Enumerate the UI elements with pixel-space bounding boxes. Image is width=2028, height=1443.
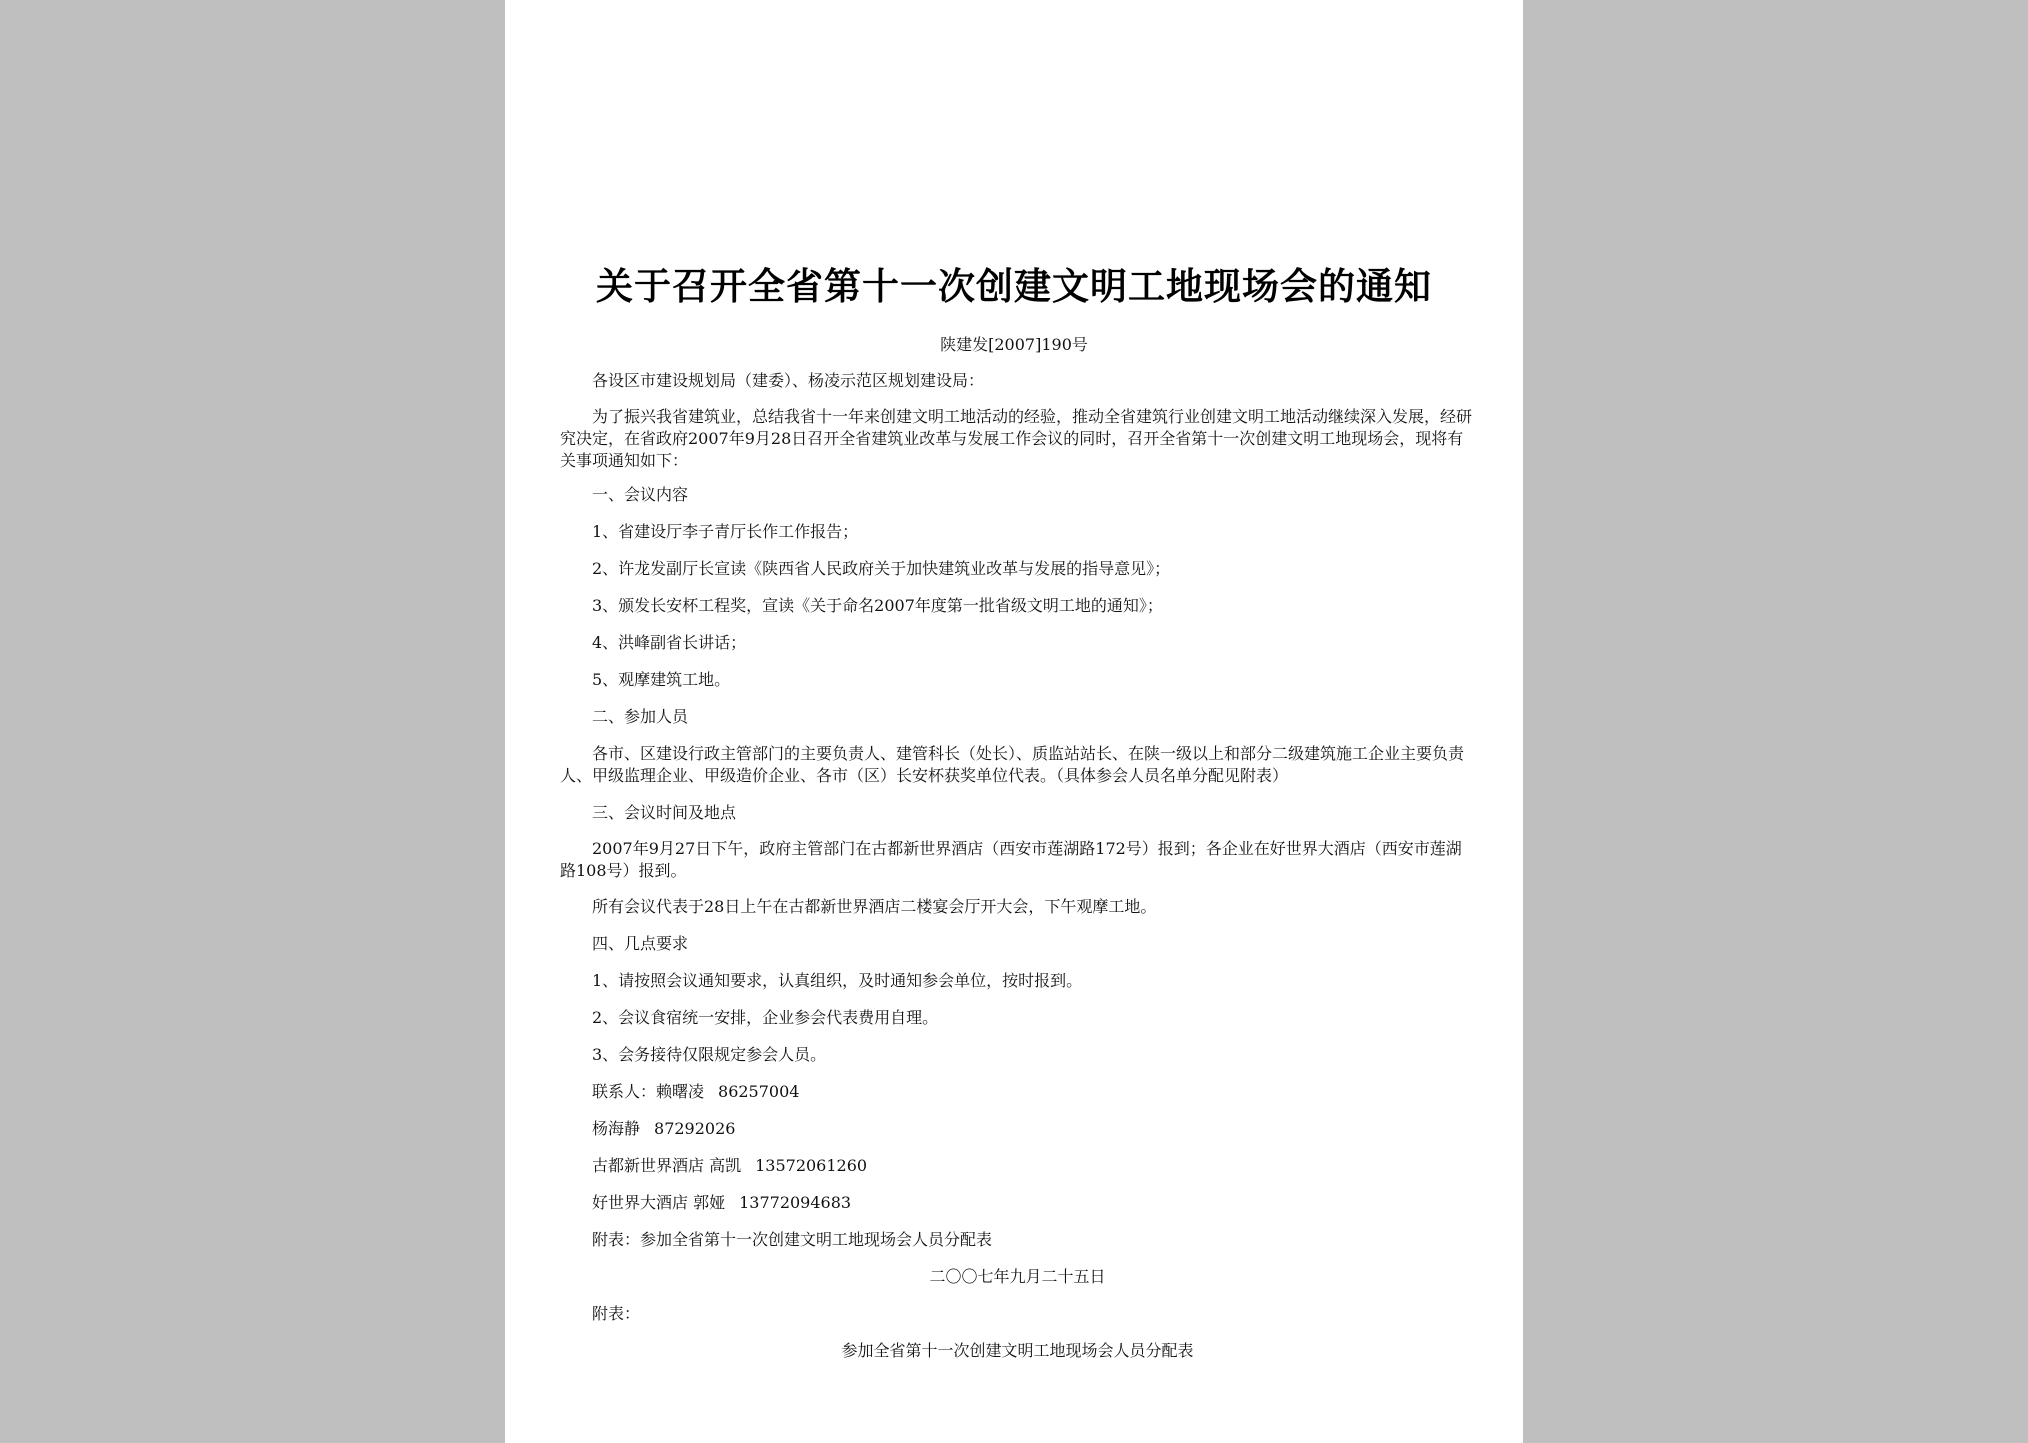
section-heading-4: 四、几点要求	[592, 934, 689, 953]
contact-line	[560, 1192, 1475, 1214]
contact-phone: 13772094683	[739, 1193, 852, 1212]
document-page	[505, 0, 1523, 1443]
contact-phone: 87292026	[654, 1119, 736, 1138]
section2-paragraph: 各市、区建设行政主管部门的主要负责人、建管科长（处长）、质监站站长、在陕一级以上和部分二级建筑施工企业主要负责人、甲级监理企业、甲级造价企业、各市（区）长安杯获奖单位代表。（具体参会人员名单分配见附表）	[560, 744, 1465, 785]
contact-phone: 86257004	[718, 1082, 800, 1101]
attachment-label: 附表：	[592, 1304, 641, 1323]
section4-item: 3、会务接待仅限规定参会人员。	[592, 1045, 827, 1064]
section1-item: 2、许龙发副厅长宣读《陕西省人民政府关于加快建筑业改革与发展的指导意见》；	[592, 559, 1171, 578]
contact-line	[560, 1118, 1475, 1140]
section-heading-1: 一、会议内容	[592, 485, 689, 504]
contact-line	[560, 1155, 1475, 1177]
contact-line	[560, 1081, 1475, 1103]
intro-paragraph: 为了振兴我省建筑业，总结我省十一年来创建文明工地活动的经验，推动全省建筑行业创建文明工地活动继续深入发展，经研究决定，在省政府2007年9月28日召开全省建筑业改革与发展工作会议的同时，召开全省第十一次创建文明工地现场会，现将有关事项通知如下：	[560, 407, 1473, 470]
attachment-note: 附表：参加全省第十一次创建文明工地现场会人员分配表	[592, 1230, 993, 1249]
section4-item: 2、会议食宿统一安排，企业参会代表费用自理。	[592, 1008, 939, 1027]
section-heading-2: 二、参加人员	[592, 707, 689, 726]
document-title: 关于召开全省第十一次创建文明工地现场会的通知	[596, 264, 1432, 308]
section1-item: 5、观摩建筑工地。	[592, 670, 731, 689]
section1-item: 1、省建设厅李子青厅长作工作报告；	[592, 522, 859, 541]
section-heading-3: 三、会议时间及地点	[592, 803, 737, 822]
addressee: 各设区市建设规划局（建委）、杨凌示范区规划建设局：	[592, 371, 985, 390]
contact-label: 杨海静	[592, 1119, 641, 1138]
contact-phone: 13572061260	[755, 1156, 868, 1175]
section4-item: 1、请按照会议通知要求，认真组织，及时通知参会单位，按时报到。	[592, 971, 1083, 990]
contact-label: 联系人：赖曙凌	[592, 1082, 705, 1101]
section1-item: 3、颁发长安杯工程奖，宣读《关于命名2007年度第一批省级文明工地的通知》；	[592, 596, 1163, 615]
section3-paragraph: 2007年9月27日下午，政府主管部门在古都新世界酒店（西安市莲湖路172号）报到；各企业在好世界大酒店（西安市莲湖路108号）报到。	[560, 839, 1462, 880]
contact-label: 古都新世界酒店 高凯	[592, 1156, 742, 1175]
section1-item: 4、洪峰副省长讲话；	[592, 633, 747, 652]
attachment-title: 参加全省第十一次创建文明工地现场会人员分配表	[841, 1341, 1194, 1360]
section3-paragraph: 所有会议代表于28日上午在古都新世界酒店二楼宴会厅开大会，下午观摩工地。	[592, 897, 1157, 916]
contact-label: 好世界大酒店 郭娅	[592, 1193, 726, 1212]
document-date: 二〇〇七年九月二十五日	[929, 1267, 1106, 1286]
document-number: 陕建发[2007]190号	[940, 335, 1088, 354]
